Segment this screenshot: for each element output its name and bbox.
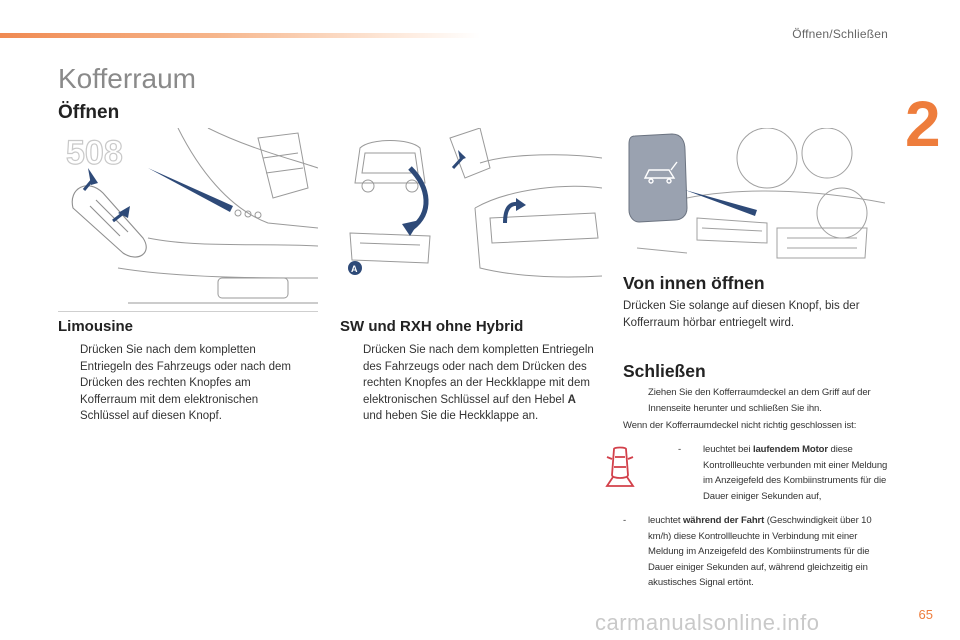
limousine-instructions: Drücken Sie nach dem kompletten Entriegeln des Fahrzeugs oder nach dem Drücken des rechten Knopfes am Kofferraum mit dem elektronischen Schlüssel auf diesen Knopf.	[80, 344, 291, 422]
header-accent-bar	[0, 33, 480, 38]
item2-pre: leuchtet	[648, 515, 684, 526]
sw-tailgate-illustration	[340, 128, 602, 296]
heading-close: Schließen	[623, 361, 706, 381]
chapter-number: 2	[905, 88, 941, 160]
page-number: 65	[918, 607, 933, 622]
heading-limousine: Limousine	[58, 318, 134, 335]
sw-lever-letter: A	[567, 393, 576, 406]
sw-text-after: und heben Sie die Heckklappe an.	[363, 410, 539, 422]
sw-text-before: Drücken Sie nach dem kompletten Entriegeln des Fahrzeugs oder nach dem Drücken des rechten Knopfes an der Heckklappe mit dem elektronischen Schlüssel auf den Hebel	[363, 344, 594, 406]
heading-sw: SW und RXH ohne Hybrid	[340, 318, 524, 335]
watermark: carmanualsonline.info	[595, 610, 820, 635]
header-section-title: Öffnen/Schließen	[792, 27, 888, 41]
warning-item-driving	[648, 513, 888, 591]
page-title: Kofferraum	[58, 63, 196, 94]
inside-instructions: Drücken Sie solange auf diesen Knopf, bis der Kofferraum hörbar entriegelt wird.	[623, 300, 860, 329]
model-badge: 508	[66, 134, 123, 172]
dash-2: -	[623, 515, 627, 526]
item2-bold: während der Fahrt	[683, 515, 765, 526]
heading-open-inside: Von innen öffnen	[623, 273, 765, 293]
lever-marker-label: A	[351, 264, 358, 274]
close-instructions: Ziehen Sie den Kofferraumdeckel an dem Griff auf der Innenseite herunter und schließen Sie ihn.	[648, 387, 871, 414]
limousine-trunk-illustration	[58, 128, 318, 312]
item1-bold: laufendem Motor	[752, 444, 828, 455]
dash-1: -	[678, 444, 682, 455]
section-title-open: Öffnen	[58, 102, 120, 123]
trunk-open-warning-icon	[604, 445, 636, 490]
warning-item-engine	[703, 442, 889, 504]
item1-post: diese Kontrollleuchte verbunden mit einer Meldung im Anzeigefeld des Kombiinstruments für die Dauer einiger Sekunden auf,	[703, 444, 888, 502]
item2-post: (Geschwindigkeit über 10 km/h) diese Kontrollleuchte in Verbindung mit einer Meldung im Anzeigefeld des Kombiinstruments für die Dauer einiger Sekunden auf, während gleichzeitig ein akustisches Signal ertönt.	[648, 515, 872, 588]
not-closed-intro: Wenn der Kofferraumdeckel nicht richtig geschlossen ist:	[623, 420, 857, 431]
interior-trunk-button-illustration	[627, 128, 885, 266]
item1-pre: leuchtet bei	[703, 444, 753, 455]
sw-instructions	[363, 342, 595, 425]
